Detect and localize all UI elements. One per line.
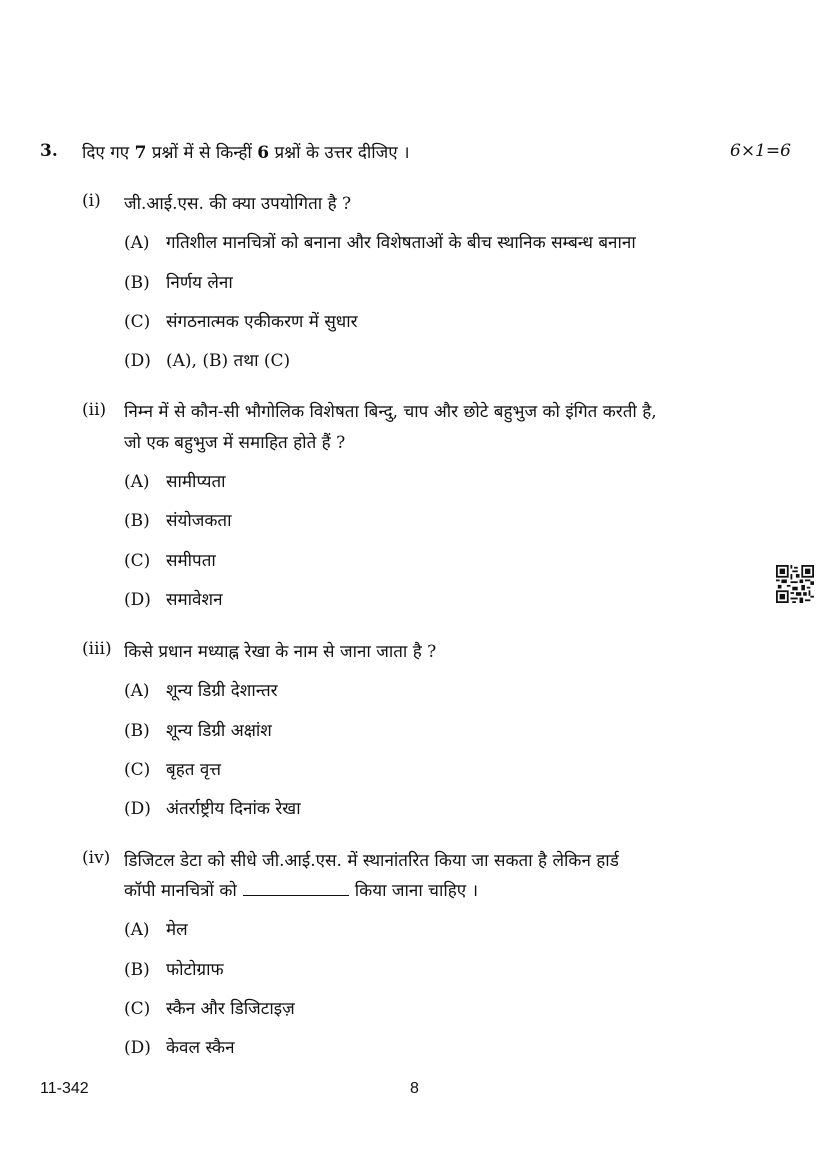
option-text: अंतर्राष्ट्रीय दिनांक रेखा [166,799,301,819]
option-label: (D) [124,590,151,610]
instruction-post: प्रश्नों के उत्तर दीजिए । [269,143,410,163]
option-text: गतिशील मानचित्रों को बनाना और विशेषताओं के बीच स्थानिक सम्बन्ध बनाना [166,233,636,253]
option-label: (C) [124,312,151,332]
subquestion-label: (iv) [82,848,111,868]
option-label: (B) [124,960,150,980]
option-label: (D) [124,1038,151,1058]
option-label: (D) [124,351,151,371]
option-label: (D) [124,799,151,819]
question-instruction [82,140,410,163]
subquestion-label: (i) [82,191,101,211]
marks-allocation: 6×1=6 [730,141,791,161]
instruction-mid: प्रश्नों में से किन्हीं [146,143,258,163]
option-text: (A), (B) तथा (C) [166,351,291,371]
page-number: 8 [410,1080,419,1097]
subquestion-text-line1: डिजिटल डेटा को सीधे जी.आई.एस. में स्थानांतरित किया जा सकता है लेकिन हार्ड [124,851,619,871]
option-item [124,587,223,610]
option-item [124,957,224,980]
option-text: निर्णय लेना [166,273,233,293]
option-item [124,270,233,293]
option-text: बृहत वृत्त [166,760,222,780]
option-label: (A) [124,920,150,940]
option-label: (B) [124,273,150,293]
question-number: 3. [40,141,58,161]
option-label: (B) [124,721,150,741]
paper-code: 11-342 [40,1080,89,1097]
option-item [124,678,278,701]
instruction-pre: दिए गए [82,143,135,163]
option-text: शून्य डिग्री देशान्तर [166,681,278,701]
text-line2-pre: कॉपी मानचित्रों को [124,881,237,901]
text-line2-post: किया जाना चाहिए । [354,881,479,901]
option-text: सामीप्यता [166,472,226,492]
option-item [124,796,301,819]
option-text: शून्य डिग्री अक्षांश [166,721,272,741]
option-label: (C) [124,760,151,780]
option-item [124,718,272,741]
option-item [124,996,295,1019]
option-item [124,309,358,332]
option-item [124,230,636,253]
option-label: (A) [124,233,150,253]
option-text: समावेशन [166,590,223,610]
option-label: (B) [124,511,150,531]
option-item [124,917,188,940]
subquestion-text-line2: जो एक बहुभुज में समाहित होते हैं ? [124,433,346,453]
instruction-count-total: 7 [134,143,147,163]
option-label: (A) [124,681,150,701]
option-item [124,548,216,571]
option-label: (C) [124,551,151,571]
subquestion-text-line1: निम्न में से कौन-सी भौगोलिक विशेषता बिन्दु, चाप और छोटे बहुभुज को इंगित करती है, [124,402,657,422]
option-text: फोटोग्राफ [166,960,224,980]
instruction-count-required: 6 [257,143,270,163]
subquestion-label: (iii) [82,639,112,659]
qr-code-icon [776,565,814,603]
subquestion-text: किसे प्रधान मध्याह्न रेखा के नाम से जाना जाता है ? [124,642,437,662]
subquestion-text: जी.आई.एस. की क्या उपयोगिता है ? [124,194,352,214]
option-item [124,1035,235,1058]
option-label: (A) [124,472,150,492]
option-item [124,348,290,371]
option-text: स्कैन और डिजिटाइज़ [166,999,295,1019]
option-text: केवल स्कैन [166,1038,235,1058]
option-label: (C) [124,999,151,1019]
option-text: संयोजकता [166,511,232,531]
option-text: समीपता [166,551,216,571]
fill-in-blank [243,894,349,896]
subquestion-text-line2 [124,878,478,901]
option-item [124,757,221,780]
option-text: संगठनात्मक एकीकरण में सुधार [166,312,358,332]
option-item [124,508,232,531]
option-item [124,469,226,492]
option-text: मेल [166,920,188,940]
subquestion-label: (ii) [82,400,107,420]
